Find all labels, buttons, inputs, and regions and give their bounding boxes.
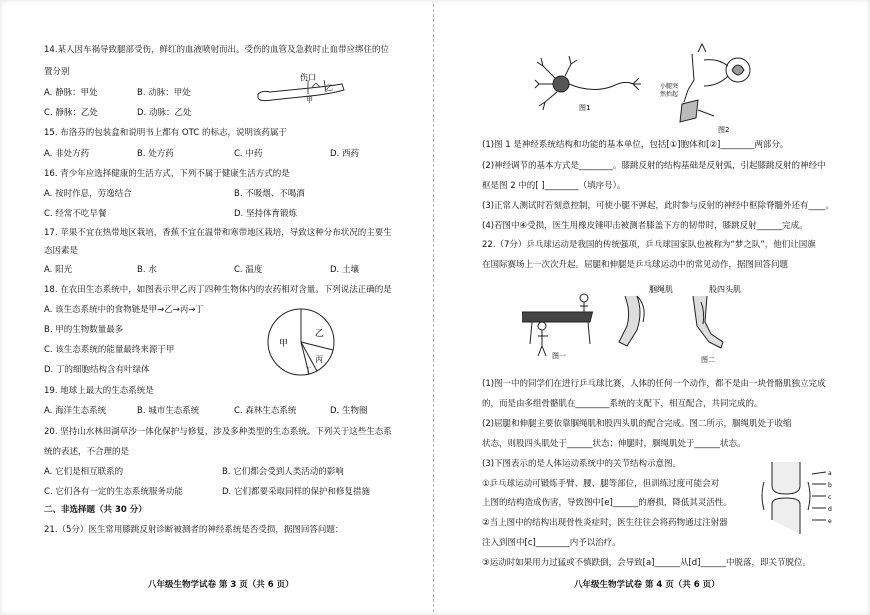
label-yi: 乙	[326, 84, 333, 92]
q17-option-a: A. 阳光	[44, 265, 73, 275]
q19-option-d: D. 生物圈	[330, 406, 368, 416]
q16-option-b: B. 不吸烟、不喝酒	[234, 189, 305, 199]
pie-label-yi: 乙	[315, 329, 325, 339]
leg-kick-label-1: 小腿突	[660, 83, 679, 90]
q17-stem-line2: 态因素是	[44, 246, 79, 256]
leg-muscle-figure	[613, 282, 773, 364]
q22-part3-i-line2: 上图的结构造成伤害，导致图中[e]______的磨损，降低其灵活性。	[482, 498, 732, 508]
q22-part3-ii-line2: 注入到图中[c]________内予以治疗。	[482, 538, 621, 548]
exam-page-4	[438, 0, 870, 615]
joint-label-a: a	[828, 470, 832, 477]
q19-stem: 19. 地球上最大的生态系统是	[44, 386, 154, 396]
pie-label-bing: 丙	[315, 355, 323, 364]
q20-stem-line2: 统的表述，不合理的是	[44, 447, 130, 457]
q16-stem: 16. 青少年应选择健康的生活方式，下列不属于健康生活方式的是	[44, 169, 290, 179]
section-title: 二、非选择题（共 30 分）	[44, 505, 147, 515]
figure-1-label: 图1	[579, 104, 591, 112]
leg-wound-figure	[250, 70, 350, 104]
q14-option-b: B. 动脉：甲处	[137, 88, 191, 98]
q21-part2-line1: (2)神经调节的基本方式是________。膝跳反射的结构基础是反射弧，引起膝跳反射的神经中	[482, 161, 826, 171]
q16-option-d: D. 坚持体育锻炼	[234, 209, 297, 219]
wound-label: 伤口	[300, 73, 316, 82]
joint-structure-figure	[756, 460, 838, 536]
q14-stem-line2: 置分别	[44, 67, 70, 77]
q18-stem: 18. 在农田生态系统中，如图表示甲乙丙丁四种生物体内的农药相对含量。下列说法正确的是	[44, 285, 392, 295]
q18-option-a: A. 该生态系统中的食物链是甲→乙→丙→丁	[44, 305, 204, 315]
q15-option-d: D. 西药	[330, 149, 359, 159]
q20-stem-line1: 20. 坚持山水林田湖草沙一体化保护与修复，涉及多种类型的生态系统。下列关于这些生态系	[44, 427, 392, 437]
pie-label-ding: 丁	[305, 367, 312, 374]
q21-part2-line2: 枢是图 2 中的[ ]________（填序号）。	[482, 181, 626, 191]
joint-label-e: e	[828, 518, 832, 525]
page-divider	[433, 4, 437, 612]
q14-option-d: D. 动脉：乙处	[137, 108, 192, 118]
pesticide-pie-figure	[265, 306, 337, 378]
q22-part2-line1: (2)屈腿和伸腿主要依靠腘绳肌和股四头肌的配合完成。图二所示，腘绳肌处于收缩	[482, 419, 792, 429]
q22-part3-i-line1: ①乒乓球运动可锻炼手臂、腰、腿等部位，但训练过度可能会对	[482, 479, 720, 489]
q21-stem: 21.（5分）医生常用膝跳反射诊断被测者的神经系统是否受损，据图回答问题：	[44, 525, 344, 535]
q17-stem-line1: 17. 苹果不宜在热带地区栽培，香蕉不宜在温带和寒带地区栽培，导致这种分布状况的主要生	[44, 228, 392, 238]
q14-option-c: C. 静脉：乙处	[44, 108, 98, 118]
page-footer-left: 八年级生物学试卷 第 3 页（共 6 页）	[148, 580, 294, 590]
q22-stem-line1: 22.（7分）乒乓球运动是我国的传统强项，乒乓球国家队也被称为“梦之队”，他们让国旗	[482, 240, 816, 250]
q18-option-b: B. 甲的生物数量最多	[44, 325, 124, 335]
reflex-arc-figure	[658, 40, 770, 136]
leg-kick-label-2: 然抬起	[660, 91, 679, 98]
q17-option-d: D. 土壤	[330, 265, 359, 275]
q21-part1: (1)图 1 是神经系统结构和功能的基本单位，包括[①]胞体和[②]________两部分。	[482, 140, 789, 150]
q16-option-a: A. 按时作息，劳逸结合	[44, 189, 132, 199]
q15-option-b: B. 处方药	[137, 149, 174, 159]
q15-option-c: C. 中药	[234, 149, 263, 159]
q22-part3: (3)下图表示的是人体运动系统中的关节结构示意图。	[482, 459, 682, 469]
label-jia: 甲	[306, 96, 313, 104]
table-tennis-figure	[522, 290, 604, 360]
q19-option-a: A. 海洋生态系统	[44, 406, 107, 416]
q22-part3-ii-line1: ②当上图中的结构出现骨性炎症时，医生往往会将药物通过注射器	[482, 518, 728, 528]
q21-part4: (4)若图中④受损，医生用橡皮锤叩击被测者膝盖下方的韧带时，膝跳反射______完成。	[482, 221, 808, 231]
q22-part1-line1: (1)图一中的同学们在进行乒乓球比赛，人体的任何一个动作，都不是由一块骨骼肌独立完成	[482, 379, 826, 389]
q22-part3-iii: ③运动时如果用力过猛或不慎跌倒，会导致[a]______从[d]______中脱落，即关节脱位。	[482, 558, 811, 568]
q15-option-a: A. 非处方药	[44, 149, 90, 159]
hamstring-label: 腘绳肌	[649, 285, 673, 294]
q22-stem-line2: 在国际赛场上一次次升起。屈腿和伸腿是乒乓球运动中的常见动作，据图回答问题	[482, 260, 789, 270]
q18-option-c: C. 该生态系统的能量最终来源于甲	[44, 345, 175, 355]
figure-two-label: 图二	[701, 356, 715, 364]
q19-option-c: C. 森林生态系统	[234, 406, 297, 416]
q20-option-a: A. 它们是相互联系的	[44, 467, 124, 477]
q22-part1-line2: 的，而是由多组骨骼肌在________系统的支配下，相互配合，共同完成的。	[482, 399, 763, 409]
joint-label-b: b	[828, 482, 832, 489]
exam-page-3	[0, 0, 432, 615]
q20-option-b: B. 它们都会受到人类活动的影响	[222, 467, 344, 477]
q18-option-d: D. 丁的细胞结构含有叶绿体	[44, 365, 150, 375]
q19-option-b: B. 城市生态系统	[137, 406, 200, 416]
q16-option-c: C. 经常不吃早餐	[44, 209, 107, 219]
figure-2-label: 图2	[718, 126, 730, 134]
q20-option-d: D. 它们都要采取同样的保护和修复措施	[222, 487, 370, 497]
page-footer-right: 八年级生物学试卷 第 4 页（共 6 页）	[574, 580, 720, 590]
pie-label-jia: 甲	[279, 339, 289, 349]
q17-option-c: C. 温度	[234, 265, 263, 275]
q21-part3: (3)正常人测试时若刻意控制，可使小腿不弹起，此时参与反射的神经中枢除脊髓外还有____。	[482, 201, 835, 211]
q14-option-a: A. 静脉：甲处	[44, 88, 98, 98]
quadriceps-label: 股四头肌	[709, 285, 741, 294]
figure-one-label: 图一	[552, 352, 566, 360]
joint-label-d: d	[828, 506, 832, 513]
q20-option-c: C. 它们各有一定的生态系统服务功能	[44, 487, 183, 497]
q22-part2-line2: 状态，则股四头肌处于______状态；伸腿时，腘绳肌处于______状态。	[482, 439, 746, 449]
q15-stem: 15. 布洛芬的包装盒和说明书上都有 OTC 的标志，说明该药属于	[44, 128, 287, 138]
neuron-figure	[533, 50, 643, 114]
q14-stem-line1: 14.某人因车祸导致腿部受伤，鲜红的血液喷射而出。受伤的血管及急救时止血带应绑住的位	[44, 45, 390, 55]
q17-option-b: B. 水	[137, 265, 157, 275]
joint-label-c: c	[828, 494, 832, 501]
